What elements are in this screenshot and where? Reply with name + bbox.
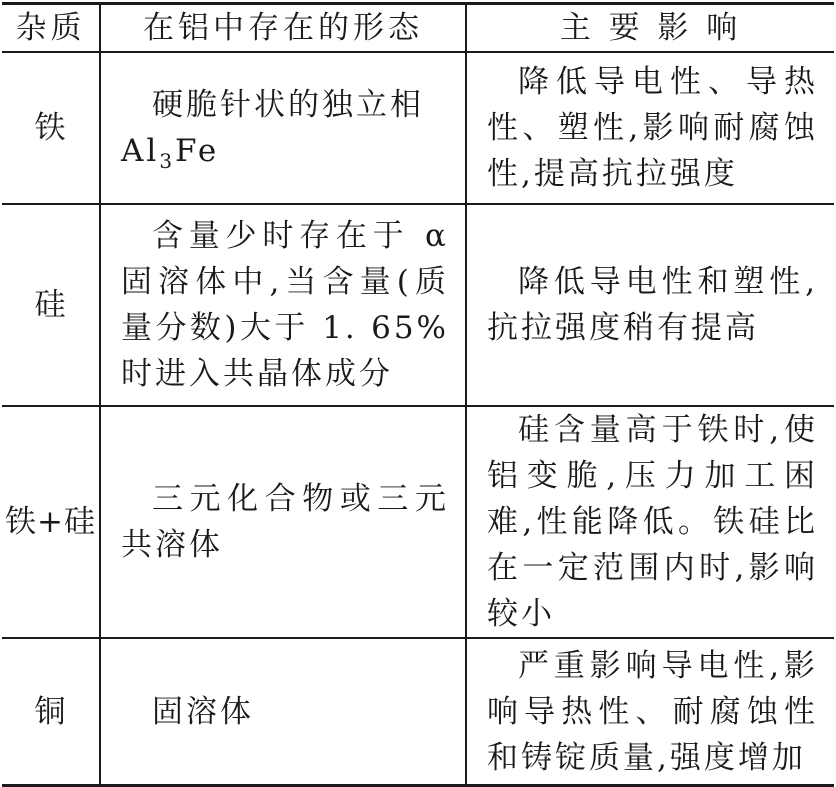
form-text: 含量少时存在于 α 固溶体中,当含量(质量分数)大于 1. 65%时进入共晶体成分	[121, 218, 449, 392]
header-row	[2, 4, 834, 53]
table-row	[2, 204, 834, 406]
table-row	[2, 406, 834, 638]
form-text: 三元化合物或三元共溶体	[121, 481, 449, 563]
formula-subscript: 3	[159, 149, 176, 174]
formula-main: Al	[121, 133, 160, 169]
effect-cell	[466, 204, 834, 406]
form-cell	[100, 52, 466, 204]
header-effect: 主 要 影 响	[466, 4, 834, 53]
effect-cell	[466, 638, 834, 786]
table-row	[2, 638, 834, 786]
effect-text: 降低导电性和塑性,抗拉强度稍有提高	[487, 264, 818, 346]
form-text: 硬脆针状的独立相	[152, 87, 424, 123]
table-body	[2, 52, 834, 786]
table-header	[2, 4, 834, 53]
impurity-table	[2, 2, 834, 787]
impurity-cell: 硅	[2, 204, 100, 406]
formula-tail: Fe	[175, 133, 220, 169]
effect-cell	[466, 406, 834, 638]
effect-text: 降低导电性、导热性、塑性,影响耐腐蚀性,提高抗拉强度	[487, 64, 818, 192]
impurity-cell: 铁	[2, 52, 100, 204]
header-impurity: 杂质	[2, 4, 100, 53]
form-cell	[100, 204, 466, 406]
effect-text: 硅含量高于铁时,使铝变脆,压力加工困难,性能降低。铁硅比在一定范围内时,影响较小	[487, 412, 818, 632]
form-cell	[100, 406, 466, 638]
form-cell	[100, 638, 466, 786]
effect-cell	[466, 52, 834, 204]
form-text: 固溶体	[152, 693, 254, 730]
impurity-cell: 铜	[2, 638, 100, 786]
effect-text: 严重影响导电性,影响导热性、耐腐蚀性和铸锭质量,强度增加	[487, 647, 818, 776]
table-row	[2, 52, 834, 204]
impurity-cell: 铁+硅	[2, 406, 100, 638]
form-formula	[121, 128, 449, 174]
header-form: 在铝中存在的形态	[100, 4, 466, 53]
